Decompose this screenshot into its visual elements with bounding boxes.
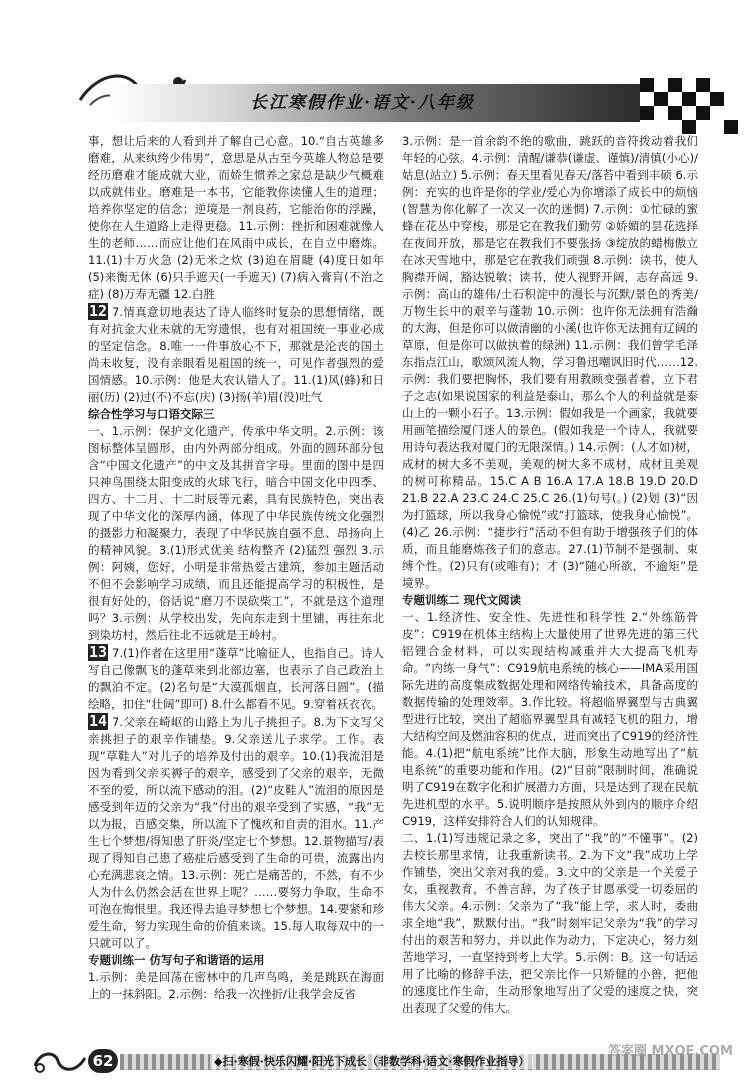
section-badge: 12 [88,302,108,320]
section-heading: 综合性学习与口语交际三 [88,407,215,421]
answer-paragraph: 一、1.经济性、安全性、先进性和科学性 2.“外练筋骨皮”：C919在机体主结构上大量使用了世界先进的第三代铝锂合金材料，可以实现结构减重并大大提高飞机寿命。“内练一身气”：C919航电系统的核心——IMA采用国际先进的高度集成数据处理和网络传输技术，具备高度的数据传输的处理效率。3.作比较。将超临界翼型与古典翼型进行比较，突出了超临界翼型具有减轻飞机的阻力，增大结构空间及燃油容积的优点，进而突出了C919的经济性能。4.(1)把“航电系统”比作大脑，形象生动地写出了“航电系统”的重要功能和作用。(2)“目前”限制时间，准确说明了C919在数字化和扩展潜力方面，只是达到了现在民航先进机型的水平。5.说明顺序是按照从外到内的顺序介绍C919，这样安排符合人们的认知规律。 [402,610,698,828]
answer-paragraph: 3.示例：是一首余韵不绝的歌曲，跳跃的音符拨动着我们年轻的心弦。4.示例：清醒/谦恭(谦虚、谨慎)/清慎(小心)/姑息(站立) 5.示例：春天里看见春天/落苔中看到丰硕 6.示例：充实的也许是你的学业/爱心为你增添了成长中的烦恼(智慧为你化解了一次又一次的迷惘) 7.示例：①忙碌的蜜蜂在花丛中穿梭，那是它在教我们勤劳 ②娇媚的昙花选择在夜间开放，那是它在教我们不要张扬 ③绽放的蜡梅傲立在冰天雪地中，那是它在教我们顽强 8.示例：读书，使人胸襟开阔，豁达锐敏；读书，使人视野开阔，志存高远 9.示例：高山的雄伟/土石积淀中的漫长与沉默/景色的秀美/万物生长中的艰辛与蓬勃 10.示例：也许你无法拥有浩瀚的大海，但是你可以做清幽的小溪(也许你无法拥有辽阔的草原，但是你可以做执着的绿洲) 11.示例：我们曾学毛泽东指点江山，歌颂风流人物，学习鲁迅嘲讽旧时代……12.示例：我们要把胸怀，我们要有用教顾变强者着，立下君子之志(如果说国家的利益是泰山，那么个人的利益就是泰山上的一颗小石子。13.示例：假如我是一个画家，我就要用画笔描绘厦门迷人的景色。(假如我是一个诗人，我就要用诗句表达我对厦门的无限深情。) 14.示例：(人才如)树，成材的树大多不美观，美观的树大多不成材，成材且美观的树可称精品。15.C A B 16.A 17.A 18.B 19.D 20.D 21.B 22.A 23.C 24.C 25.C 26.(1)句号(。) (2)划 (3)“因为打篮球，所以我身心愉悦”或“打篮球，使我身心愉悦”。(4)乙 26.示例：“捷步行”活动不但有助于增强孩子们的体质，而且能磨炼孩子们的意志。27.(1)节制不是强制、束缚个性。(2)只有(或唯有)；才 (3)“随心所欲，不逾矩”是境界。 [402,134,698,590]
answer-paragraph: 事，想让后来的人看到并了解自己心意。10.“自古英雄多磨难，从来纨绔少伟男”，意思是从古至今英雄人物总是要经历磨难才能成就大业，而娇生惯养之家总是缺少气概难以成就伟业。磨难是一本书，它能教你读懂人生的道理；培养你坚定的信念；逆境是一剂良药，它能治你的浮躁，使你在人生道路上走得更稳。11.示例：挫折和困难就像人生的老师……而应让他们在风雨中成长，在自立中磨炼。11.(1)十万火急 (2)无米之炊 (3)迫在眉睫 (4)度日如年 (5)来衡无休 (6)只手遮天(一手遮天) (7)病入膏肓(不治之症) (8)万寿无疆 12.白胜 [88,134,384,301]
section-heading: 专题训练一 仿写句子和谐语的运用 [88,953,265,967]
page-header [0,0,750,130]
section-badge: 13 [88,643,108,661]
section-badge: 14 [88,712,108,730]
decorative-swirl-icon [30,1046,90,1076]
watermark: 答案圈 MXQE.COM [608,1044,733,1059]
section-heading: 专题训练二 现代文阅读 [402,593,522,607]
right-column [402,133,698,1017]
page-number: 62 [88,1049,118,1073]
footer-text: ◆扫·寒假·快乐闪耀·阳光下成长（非数学科·语文·寒假作业指导） [210,1053,533,1069]
answer-paragraph: 13 7.(1)作者在这里用“蓬草”比喻征人，也指自己。诗人写自己像飘飞的蓬草来到北部边塞，也表示了自己政治上的飘泊不定。(2)名句是“大漠孤烟直，长河落日圆”。(描绘略，扣住“壮阔”即可) 8.什么都看不见。9.穿着袄衣衣。 [88,643,384,711]
left-column [88,133,384,1003]
answer-paragraph: 12 7.情真意切地表达了诗人临终时复杂的思想情绪，既有对抗金大业未就的无穷遗恨，也有对祖国统一事业必成的坚定信念。8.唯一一件事放心不下，那就是沦丧的国土尚未收复，没有亲眼看见祖国的统一，可见作者强烈的爱国情感。10.示例：他是大农认错人了。11.(1)风(蜂)和日丽(历) (2)过(不)不忘(庆) (3)扬(羊)眉(没)吐气 [88,302,384,404]
header-title: 长江寒假作业·语文·八年级 [250,93,475,113]
answer-paragraph: 14 7.父亲在崎岖的山路上为儿子挑担子。8.为下文写父亲挑担子的艰辛作铺垫。9.父亲送儿子求学。工作。表现“草鞋人”对儿子的培养及付出的艰辛。10.(1)我流泪是因为看到父亲买褥子的艰辛，感受到了父亲的艰辛，无微不至的爱，所以流下感动的泪。(2)“皮鞋人”流泪的原因是感受到年迈的父亲为“我”付出的艰辛受到了实感，“我”无以为报，百感交集，所以流下了愧疚和自责的泪水。11.产生七个梦想/得知患了肝炎/坚定七个梦想。12.景物描写/表现了得知自己患了癌症后感受到了生命的可贵，流露出内心充满悲哀之情。13.示例：死亡是痛苦的，不然，有不少人为什么仍然会活在世界上呢？……要努力争取，生命不可泡在悔恨里。我还得去追寻梦想七个梦想。14.要紧和珍爱生命，努力实现生命的价值来谈。15.每人取每双中的一只就可以了。 [88,712,384,950]
answer-paragraph: 1.示例：美是回荡在密林中的几声鸟鸣，美是跳跃在海面上的一抹斜阳。2.示例：给我一次挫折/让我学会反省 [88,970,384,1001]
answer-paragraph: 二、1.(1)写违规记录之多，突出了“我”的“不懂事”。(2)去校长那里求情，让我重新读书。2.为下文“我”成功上学作铺垫，突出父亲对我的爱。3.文中的父亲是一个关爱子女，重视教育，不善言辞，为了孩子甘愿承受一切委屈的伟大父亲。4.示例：父亲为了“我”能上学，求人时，委曲求全地“我”，默默付出。“我”时刻牢记父亲为“我”的学习付出的艰苦和努力，并以此作为动力，下定决心，努力刻苦地学习，一直坚持到考上大学。5.示例：B。这一句话运用了比喻的修辞手法，把父亲比作一只矫健的小兽，把他的速度比作生命，生动形象地写出了父爱的速度之快，突出表现了父爱的伟大。 [402,831,698,1015]
checker-decoration [640,78,740,138]
answer-paragraph: 一、1.示例：保护文化遗产，传承中华文明。2.示例：该图标整体呈圆形，由内外两部分组成。外面的圆环部分包含“中国文化遗产”的中文及其拼音字母。里面的图中是四只神鸟围绕太阳变成的火球飞行，暗合中国文化中四季、四方、十二月、十二时辰等元素，具有民族特色，突出表现了中华文化的深厚内涵，体现了中华民族传统文化强烈的摄影力和凝聚力，表现了中华民族自强不息、昂扬向上的精神风貌。3.(1)形式优美 结构整齐 (2)猛烈 强烈 3.示例：阿姨，您好，小明是非常热爱古建筑，参加主题活动不但不会影响学习成绩，而且还能提高学习的积极性，是很有好处的，俗话说“磨刀不误砍柴工”，不就是这个道理吗？3.示例：从学校出发，先向东走到十里铺，再往东北到染坊村，然后往北不远就是王岭村。 [88,424,384,642]
